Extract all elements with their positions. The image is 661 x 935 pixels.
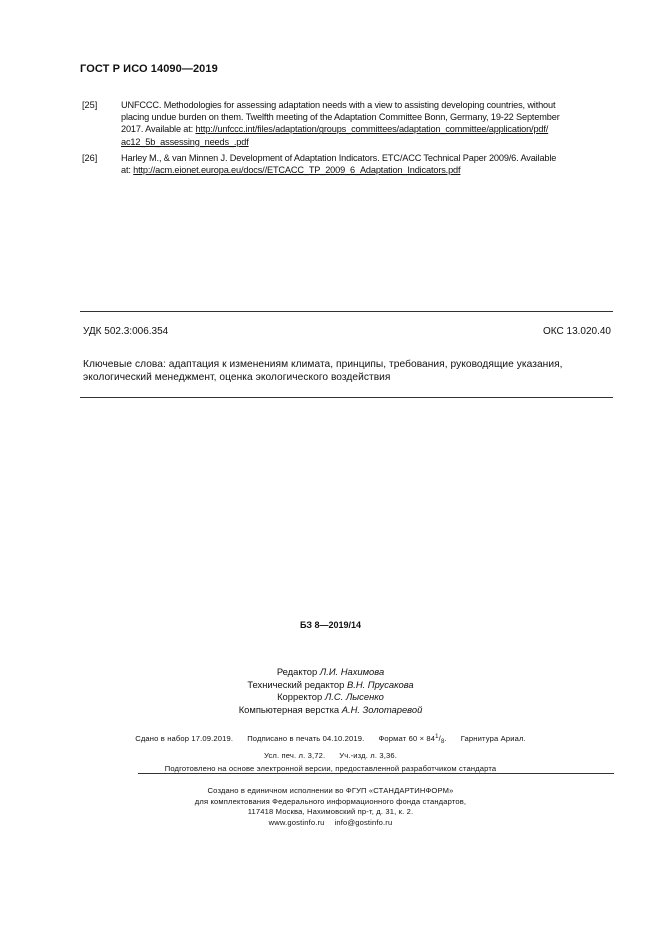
keywords-line: экологический менеджмент, оценка экологического воздействия	[83, 372, 391, 383]
imprint-format: Формат 60 × 84	[378, 734, 436, 743]
footer-line: для комплектования Федерального информационного фонда стандартов,	[194, 796, 467, 806]
bz-number: БЗ 8—2019/14	[299, 620, 362, 630]
publisher-footer	[0, 786, 661, 828]
editor-role: Корректор	[277, 691, 323, 702]
reference-line: placing undue burden on them. Twelfth meeting of the Adaptation Committee Bonn, Germany, 19-22 September	[121, 112, 560, 123]
keywords-line: Ключевые слова: адаптация к изменениям климата, принципы, требования, руководящие указания,	[83, 359, 563, 370]
document-header: ГОСТ Р ИСО 14090—2019	[80, 63, 218, 75]
reference-link[interactable]: http://unfccc.int/files/adaptation/groups_committees/adaptation_committee/application/pdf/	[195, 124, 549, 135]
imprint-format-numerator: 1	[435, 734, 439, 740]
reference-text: at:	[121, 165, 134, 176]
imprint-set-date: Сдано в набор 17.09.2019.	[135, 734, 234, 743]
footer-website[interactable]: www.gostinfo.ru	[268, 817, 325, 827]
keywords	[83, 358, 615, 384]
reference-number: [26]	[82, 153, 98, 163]
editor-line	[0, 704, 661, 717]
divider-line	[80, 397, 613, 398]
imprint-line	[0, 749, 661, 762]
reference-entry	[121, 99, 616, 148]
reference-text: 2017. Available at:	[121, 124, 196, 135]
imprint-format-denominator: 8	[440, 739, 445, 745]
reference-line: UNFCCC. Methodologies for assessing adaptation needs with a view to assisting developing countries, without	[121, 100, 556, 110]
imprint-format-suffix: .	[444, 734, 447, 743]
reference-link-continued[interactable]: ac12_5b_assessing_needs_.pdf	[121, 136, 249, 147]
reference-link[interactable]: http://acm.eionet.europa.eu/docs//ETCACC_TP_2009_6_Adaptation_Indicators.pdf	[133, 165, 461, 176]
editor-line	[0, 691, 661, 704]
imprint-line: Подготовлено на основе электронной версии, предоставленной разработчиком стандарта	[164, 764, 497, 773]
editor-line	[0, 666, 661, 679]
reference-line	[121, 123, 616, 135]
editor-name: А.Н. Золотаревой	[341, 703, 423, 715]
footer-line: Создано в единичном исполнении во ФГУП «СТАНДАРТИНФОРМ»	[207, 786, 454, 795]
reference-line: Harley M., & van Minnen J. Development of Adaptation Indicators. ETC/ACC Technical Paper 2009/6. Available	[121, 153, 557, 163]
imprint-line: Сдано в набор 17.09.2019. Подписано в печать 04.10.2019. Формат $60 \times 84^1/_8$. Гарнитура Ариал.	[135, 734, 526, 745]
editor-line	[0, 679, 661, 692]
imprint-signed-date: Подписано в печать 04.10.2019.	[247, 734, 365, 743]
editor-role: Редактор	[276, 666, 318, 677]
reference-entry	[121, 152, 616, 176]
oks-code: ОКС 13.020.40	[543, 326, 611, 337]
divider-line	[138, 773, 614, 774]
editor-role: Технический редактор	[247, 678, 345, 690]
editor-name: Л.С. Лысенко	[324, 691, 384, 702]
editors-block	[0, 666, 661, 716]
editor-role: Компьютерная верстка	[238, 703, 340, 715]
footer-email[interactable]: info@gostinfo.ru	[334, 817, 393, 827]
footer-line	[0, 818, 661, 829]
footer-line: 117418 Москва, Нахимовский пр-т, д. 31, к. 2.	[247, 807, 414, 816]
editor-name: Л.И. Нахимова	[319, 666, 385, 677]
imprint-pub-sheets: Уч.-изд. л. 3,36.	[339, 751, 397, 760]
imprint-block	[0, 731, 661, 775]
reference-line	[121, 164, 616, 176]
imprint-print-sheets: Усл. печ. л. 3,72.	[264, 751, 326, 760]
udk-code: УДК 502.3:006.354	[83, 326, 169, 337]
divider-line	[80, 311, 613, 312]
imprint-font: Гарнитура Ариал.	[460, 734, 526, 743]
editor-name: В.Н. Прусакова	[346, 678, 414, 690]
reference-number: [25]	[82, 100, 98, 110]
reference-line	[121, 136, 616, 148]
